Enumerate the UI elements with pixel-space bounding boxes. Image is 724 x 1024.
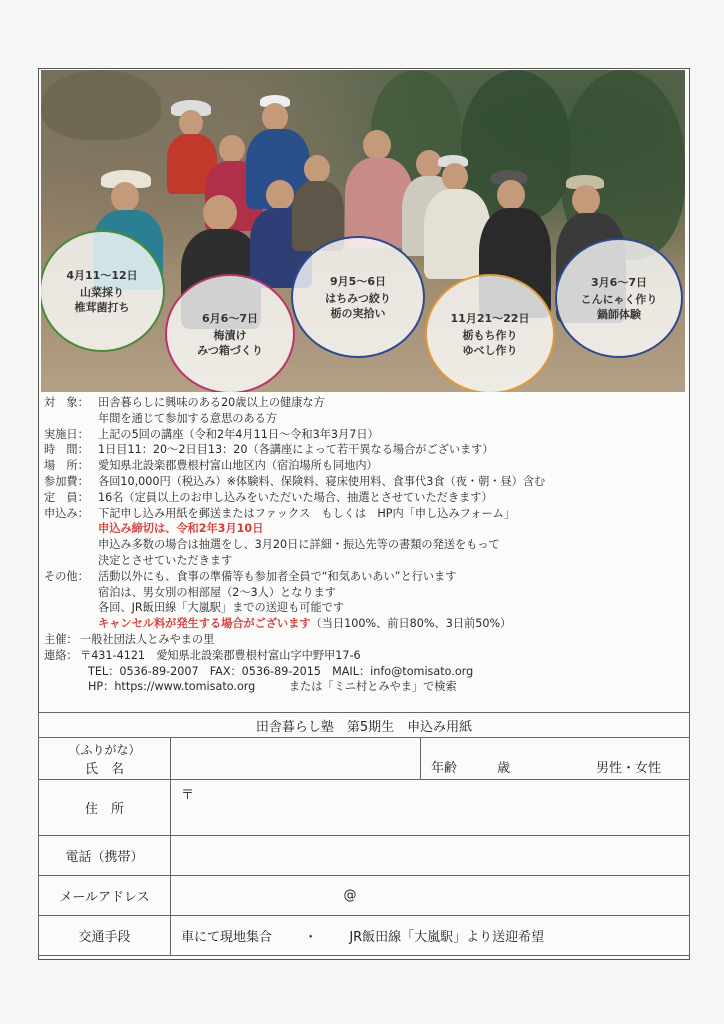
postal-mark: 〒 bbox=[181, 788, 195, 803]
event-activity: みつ箱づくり bbox=[197, 343, 263, 357]
time-label: 時 間： bbox=[44, 443, 89, 457]
at-mark: @ bbox=[343, 888, 357, 903]
gender-options[interactable]: 男性・女性 bbox=[596, 761, 662, 776]
dates-text: 上記の5回の講座（令和2年4月11日～令和3年3月7日） bbox=[98, 427, 379, 441]
host-label: 主催： bbox=[44, 632, 78, 646]
application-form bbox=[38, 712, 689, 956]
group-photo bbox=[41, 70, 685, 392]
event-activity: はちみつ絞り bbox=[325, 291, 391, 305]
transport-separator: ・ bbox=[304, 930, 318, 945]
phone-label: 電話（携帯） bbox=[39, 836, 171, 876]
other-text-3: 各回、JR飯田線「大嵐駅」までの送迎も可能です bbox=[98, 601, 345, 615]
other-text-2: 宿泊は、男女別の相部屋（2～3人）となります bbox=[98, 585, 336, 599]
target-text: 田舎暮らしに興味のある20歳以上の健康な方 bbox=[98, 396, 325, 409]
transport-option-car[interactable]: 車にて現地集合 bbox=[181, 930, 273, 945]
contact-hp: HP：https://www.tomisato.org または「ミニ村とみやま」で検索 bbox=[88, 680, 457, 694]
age-gender-field[interactable] bbox=[421, 738, 690, 780]
transport-field[interactable] bbox=[171, 916, 690, 956]
cancel-notice: キャンセル料が発生する場合がございます bbox=[98, 617, 311, 631]
name-label bbox=[39, 738, 171, 780]
capacity-label: 定 員： bbox=[44, 490, 89, 504]
address-field[interactable] bbox=[171, 780, 690, 836]
place-text: 愛知県北設楽郡豊根村富山地区内（宿泊場所も同地内） bbox=[98, 459, 378, 473]
apply-deadline: 申込み締切は、令和2年3月10日 bbox=[98, 522, 264, 536]
event-activity: 椎茸菌打ち bbox=[74, 300, 130, 314]
event-circle-september bbox=[291, 236, 425, 358]
contact-label: 連絡： bbox=[44, 648, 78, 662]
address-label: 住 所 bbox=[39, 780, 171, 836]
name-field[interactable] bbox=[171, 738, 421, 780]
event-circle-march bbox=[555, 238, 683, 358]
other-label: その他： bbox=[44, 569, 89, 583]
event-date: 3月6～7日 bbox=[591, 275, 647, 289]
event-activity: 鍋師体験 bbox=[597, 307, 641, 321]
event-date: 6月6～7日 bbox=[202, 311, 258, 325]
target-label: 対 象： bbox=[44, 396, 89, 409]
event-activity: 栃の実拾い bbox=[330, 306, 386, 320]
place-label: 場 所： bbox=[44, 459, 89, 473]
apply-text: 下記申し込み用紙を郵送またはファックス もしくは HP内「申し込みフォーム」 bbox=[98, 506, 516, 520]
event-date: 9月5～6日 bbox=[330, 274, 386, 288]
phone-field[interactable] bbox=[171, 836, 690, 876]
event-date: 11月21～22日 bbox=[450, 311, 530, 325]
email-field[interactable] bbox=[171, 876, 690, 916]
apply-text-3: 決定とさせていただきます bbox=[98, 553, 233, 567]
cancel-rates: （当日100%、前日80%、3日前50%） bbox=[310, 617, 512, 631]
name-text: 氏 名 bbox=[84, 761, 124, 777]
event-activity: 山菜採り bbox=[80, 285, 124, 299]
target-text-2: 年間を通じて参加する意思のある方 bbox=[98, 411, 278, 425]
transport-option-pickup[interactable]: JR飯田線「大嵐駅」より送迎希望 bbox=[349, 930, 545, 945]
event-circle-june bbox=[165, 274, 295, 392]
event-date: 4月11～12日 bbox=[66, 268, 138, 282]
fee-label: 参加費： bbox=[44, 474, 89, 488]
fee-text: 各回10,000円（税込み）※体験料、保険料、寝床使用料、食事代3食（夜・朝・昼）含む bbox=[98, 474, 546, 488]
form-title: 田舎暮らし塾 第5期生 申込み用紙 bbox=[39, 713, 690, 738]
apply-label: 申込み： bbox=[44, 506, 89, 520]
capacity-text: 16名（定員以上のお申し込みをいただいた場合、抽選とさせていただきます） bbox=[98, 490, 493, 504]
age-label: 年齢 bbox=[431, 761, 458, 776]
transport-label: 交通手段 bbox=[39, 916, 171, 956]
dates-label: 実施日： bbox=[44, 427, 89, 441]
event-activity: ゆべし作り bbox=[462, 343, 518, 357]
furigana-label: （ふりがな） bbox=[68, 742, 141, 757]
time-text: 1日目11：20～2日目13：20（各講座によって若干異なる場合がございます） bbox=[98, 443, 494, 457]
contact-address: 〒431-4121 愛知県北設楽郡豊根村富山字中野甲17-6 bbox=[80, 648, 361, 662]
email-label: メールアドレス bbox=[39, 876, 171, 916]
event-activity: こんにゃく作り bbox=[580, 292, 658, 306]
event-activity: 梅漬け bbox=[213, 328, 247, 342]
apply-text-2: 申込み多数の場合は抽選をし、3月20日に詳細・振込先等の書類の発送をもって bbox=[98, 538, 500, 552]
contact-tel: TEL：0536-89-2007 FAX：0536-89-2015 MAIL：info@tomisato.org bbox=[88, 664, 474, 678]
event-info bbox=[44, 395, 684, 695]
event-circle-november bbox=[425, 274, 555, 392]
other-text: 活動以外にも、食事の準備等も参加者全員で“和気あいあい”と行います bbox=[98, 569, 457, 583]
host-text: 一般社団法人とみやまの里 bbox=[80, 632, 215, 646]
event-circle-april bbox=[41, 230, 165, 352]
event-activity: 栃もち作り bbox=[462, 328, 518, 342]
age-unit: 歳 bbox=[497, 761, 511, 776]
